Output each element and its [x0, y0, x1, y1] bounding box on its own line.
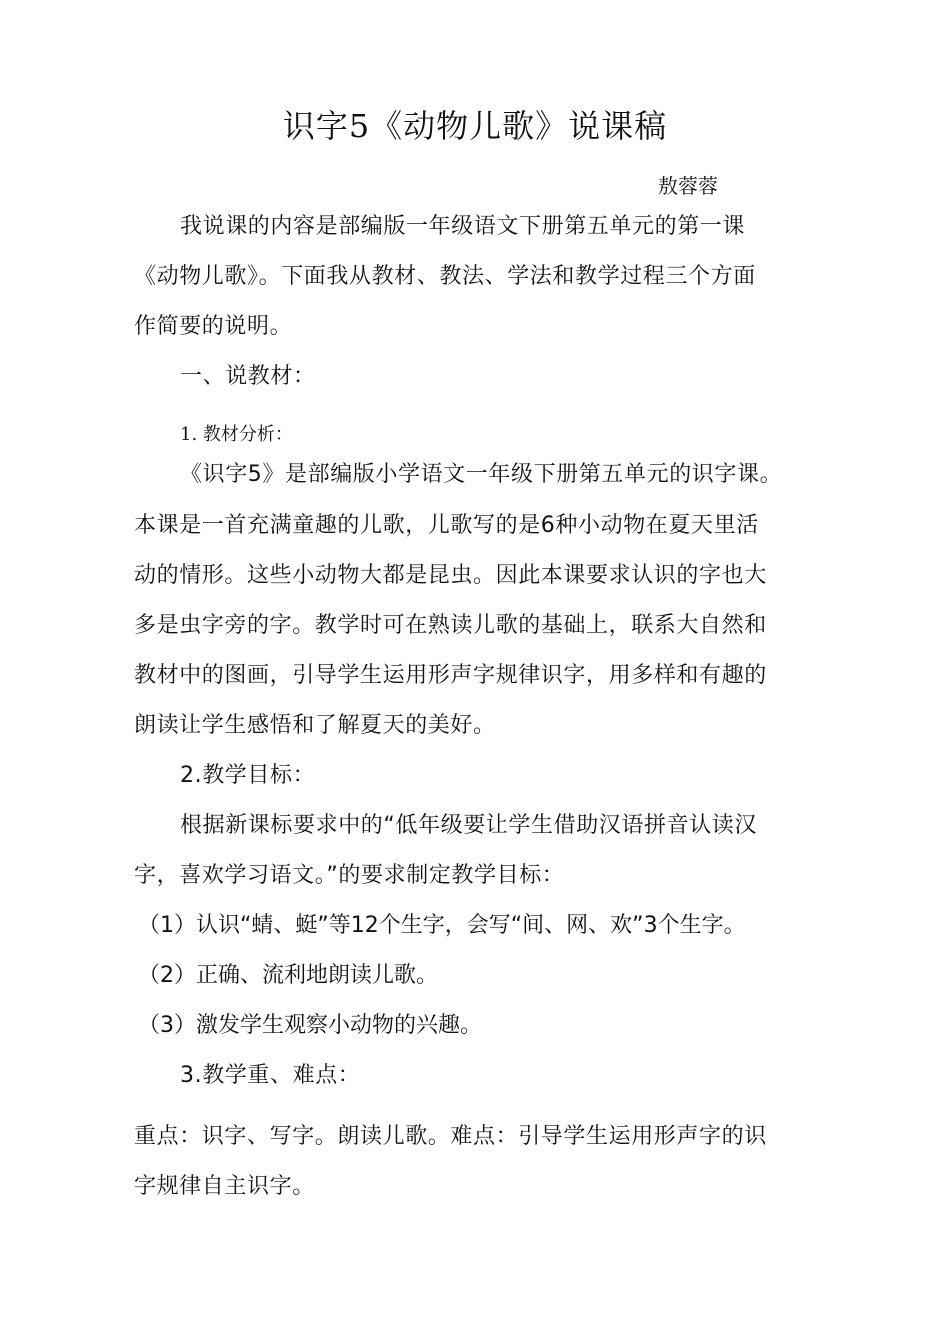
document-title: 识字5《动物儿歌》说课稿 — [282, 107, 668, 145]
goals-intro-line-1: 根据新课标要求中的“低年级要让学生借助汉语拼音认读汉 — [180, 813, 757, 838]
author-name: 敖蓉蓉 — [658, 174, 718, 198]
subheading-textbook-analysis: 1. 教材分析： — [180, 424, 293, 445]
intro-line-3: 作简要的说明。 — [134, 314, 293, 339]
intro-line-1: 我说课的内容是部编版一年级语文下册第五单元的第一课 — [180, 214, 746, 239]
analysis-line-5: 教材中的图画，引导学生运用形声字规律识字，用多样和有趣的 — [134, 663, 767, 688]
key-points-line-2: 字规律自主识字。 — [134, 1174, 315, 1199]
key-points-line-1: 重点：识字、写字。朗读儿歌。难点：引导学生运用形声字的识 — [134, 1124, 767, 1149]
goal-item-1: （1）认识“蜻、蜓”等12个生字，会写“间、网、欢”3个生字。 — [138, 913, 746, 938]
goal-item-2: （2）正确、流利地朗读儿歌。 — [138, 963, 438, 988]
intro-line-2: 《动物儿歌》。下面我从教材、教法、学法和教学过程三个方面 — [134, 264, 756, 289]
analysis-line-3: 动的情形。这些小动物大都是昆虫。因此本课要求认识的字也大 — [134, 563, 767, 588]
analysis-line-1: 《识字5》是部编版小学语文一年级下册第五单元的识字课。 — [180, 462, 783, 487]
subheading-key-difficult-points: 3.教学重、难点： — [180, 1063, 361, 1088]
goal-item-3: （3）激发学生观察小动物的兴趣。 — [138, 1013, 482, 1038]
analysis-line-6: 朗读让学生感悟和了解夏天的美好。 — [134, 713, 496, 738]
subheading-teaching-goals: 2.教学目标： — [180, 763, 316, 788]
section-heading-textbook: 一、说教材： — [180, 364, 316, 389]
goals-intro-line-2: 字，喜欢学习语文。”的要求制定教学目标： — [134, 863, 565, 888]
analysis-line-4: 多是虫字旁的字。教学时可在熟读儿歌的基础上，联系大自然和 — [134, 613, 767, 638]
analysis-line-2: 本课是一首充满童趣的儿歌，儿歌写的是6种小动物在夏天里活 — [134, 513, 759, 538]
